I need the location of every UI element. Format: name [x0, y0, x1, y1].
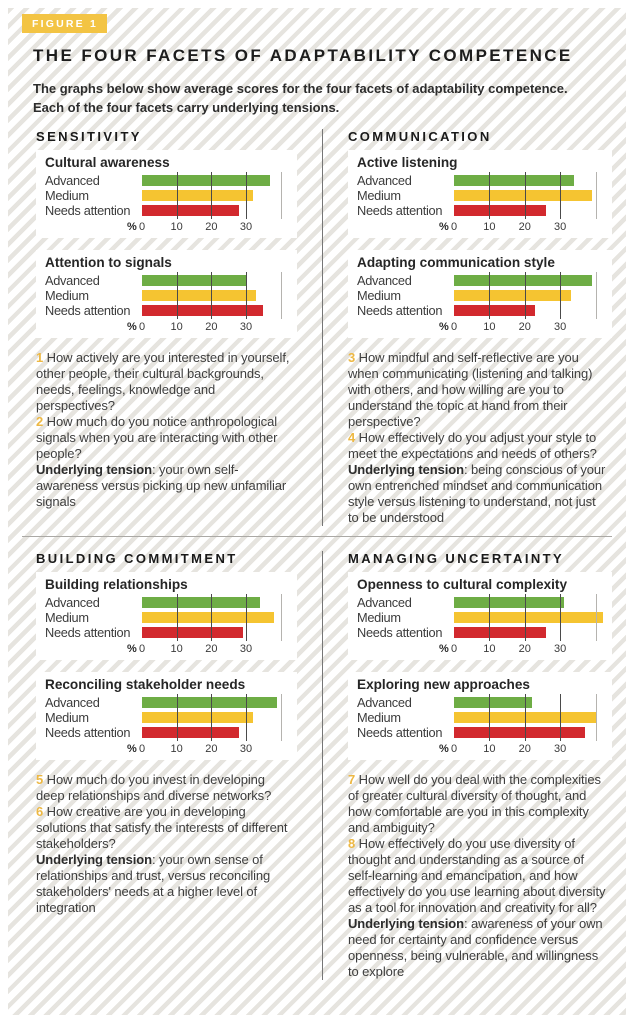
category-label: Medium — [45, 188, 89, 203]
axis-unit-label: % — [439, 643, 449, 655]
bar-advanced — [142, 275, 246, 286]
question-3: 3 How mindful and self-reflective are you when communicating (listening and talking) with others, and how willing are you to understand the topic at hand from their perspective? — [348, 350, 593, 429]
chart-row — [357, 725, 603, 740]
category-label: Advanced — [357, 273, 412, 288]
bar-track — [454, 190, 603, 201]
question-number: 6 — [36, 804, 44, 819]
bar-track — [454, 712, 603, 723]
chart-row — [357, 695, 603, 710]
chart-x-axis — [439, 221, 603, 234]
axis-tick-10: 10 — [170, 743, 183, 755]
bar-track — [454, 697, 603, 708]
figure-half-bottom — [22, 537, 612, 980]
axis-tick-30: 30 — [554, 643, 567, 655]
bar-track — [142, 627, 288, 638]
chart-row — [45, 710, 288, 725]
bar-needs-attention — [454, 727, 585, 738]
category-label: Needs attention — [357, 625, 443, 640]
quadrant-sensitivity — [22, 129, 322, 526]
bar-medium — [454, 712, 596, 723]
underlying-tension: Underlying tension: being conscious of your own entrenched mindset and communication style versus listening to understand, not just to be understood — [348, 462, 606, 525]
chart-row — [45, 173, 288, 188]
category-label: Needs attention — [357, 725, 443, 740]
axis-tick-10: 10 — [170, 643, 183, 655]
chart-panel-exploring-new-approaches — [348, 672, 612, 760]
quadrant-header: COMMUNICATION — [348, 129, 492, 144]
question-number: 1 — [36, 350, 44, 365]
category-label: Medium — [357, 710, 401, 725]
bar-track — [454, 305, 603, 316]
category-label: Advanced — [45, 695, 100, 710]
axis-unit-label: % — [127, 321, 137, 333]
bar-track — [142, 612, 288, 623]
chart-row — [45, 303, 288, 318]
chart-title: Active listening — [357, 155, 458, 170]
bar-track — [142, 290, 288, 301]
figure-title: THE FOUR FACETS OF ADAPTABILITY COMPETENCE — [33, 46, 573, 65]
chart-row — [45, 725, 288, 740]
axis-tick-20: 20 — [205, 643, 218, 655]
bar-advanced — [454, 597, 564, 608]
quadrant-managing-uncertainty — [322, 551, 612, 980]
bar-track — [454, 627, 603, 638]
quadrants-container — [22, 129, 612, 980]
chart-row — [357, 203, 603, 218]
question-1: 1 How actively are you interested in yourself, other people, their cultural backgrounds, needs, feelings, knowledge and perspectives? — [36, 350, 290, 413]
chart-plot — [357, 595, 603, 640]
questions-block — [36, 772, 297, 916]
chart-title: Reconciling stakeholder needs — [45, 677, 246, 692]
bar-needs-attention — [142, 727, 239, 738]
underlying-tension: Underlying tension: awareness of your own need for certainty and confidence versus openness, being vulnerable, and willingness to explore — [348, 916, 603, 979]
axis-tick-20: 20 — [518, 743, 531, 755]
bar-medium — [142, 712, 253, 723]
question-number: 5 — [36, 772, 44, 787]
bar-needs-attention — [454, 627, 546, 638]
quadrant-header: BUILDING COMMITMENT — [36, 551, 238, 566]
bar-advanced — [454, 697, 532, 708]
questions-block — [348, 350, 612, 526]
figure-badge: FIGURE 1 — [22, 14, 107, 33]
chart-x-axis — [439, 321, 603, 334]
category-label: Medium — [357, 288, 401, 303]
bar-track — [142, 205, 288, 216]
chart-row — [357, 188, 603, 203]
axis-tick-0: 0 — [138, 221, 146, 233]
category-label: Medium — [45, 710, 89, 725]
bar-track — [142, 712, 288, 723]
axis-unit-label: % — [439, 743, 449, 755]
axis-tick-0: 0 — [138, 743, 146, 755]
chart-row — [45, 188, 288, 203]
bar-advanced — [454, 275, 592, 286]
questions-block — [348, 772, 612, 980]
axis-tick-20: 20 — [205, 221, 218, 233]
axis-tick-20: 20 — [518, 321, 531, 333]
bar-advanced — [454, 175, 574, 186]
bar-medium — [454, 612, 603, 623]
bar-advanced — [142, 697, 277, 708]
axis-tick-30: 30 — [239, 321, 253, 333]
axis-tick-10: 10 — [483, 743, 496, 755]
bar-medium — [142, 190, 253, 201]
bar-needs-attention — [142, 205, 239, 216]
chart-title: Openness to cultural complexity — [357, 577, 567, 592]
category-label: Needs attention — [357, 203, 443, 218]
axis-tick-30: 30 — [554, 221, 567, 233]
axis-tick-10: 10 — [483, 321, 496, 333]
chart-title: Attention to signals — [45, 255, 172, 270]
category-label: Needs attention — [45, 203, 131, 218]
underlying-tension-label: Underlying tension — [36, 462, 152, 477]
quadrant-header: SENSITIVITY — [36, 129, 142, 144]
chart-x-axis — [439, 743, 603, 756]
question-2: 2 How much do you notice anthropological signals when you are interacting with other people? — [36, 414, 278, 461]
chart-row — [45, 288, 288, 303]
bar-advanced — [142, 597, 260, 608]
chart-panel-cultural-awareness — [36, 150, 297, 238]
bar-track — [142, 305, 288, 316]
category-label: Medium — [45, 610, 89, 625]
chart-panel-openness-to-cultural-complexity — [348, 572, 612, 660]
axis-tick-20: 20 — [205, 743, 218, 755]
axis-tick-30: 30 — [554, 321, 567, 333]
bar-track — [142, 727, 288, 738]
chart-row — [45, 610, 288, 625]
underlying-tension: Underlying tension: your own self-awareness versus picking up new unfamiliar signals — [36, 462, 287, 509]
axis-tick-10: 10 — [170, 221, 183, 233]
bar-needs-attention — [142, 627, 243, 638]
axis-tick-30: 30 — [239, 643, 253, 655]
axis-tick-0: 0 — [450, 321, 458, 333]
chart-x-axis — [439, 643, 603, 656]
axis-unit-label: % — [439, 221, 449, 233]
chart-row — [357, 610, 603, 625]
axis-tick-30: 30 — [554, 743, 567, 755]
axis-tick-30: 30 — [239, 743, 253, 755]
chart-row — [45, 695, 288, 710]
question-number: 7 — [348, 772, 356, 787]
axis-tick-0: 0 — [450, 221, 458, 233]
chart-x-axis — [127, 321, 288, 334]
chart-plot — [357, 273, 603, 318]
chart-panel-building-relationships — [36, 572, 297, 660]
question-6: 6 How creative are you in developing solutions that satisfy the interests of different stakeholders? — [36, 804, 288, 851]
category-label: Needs attention — [45, 625, 131, 640]
figure-subtitle: The graphs below show average scores for the four facets of adaptability competence. Each of the four facets carry underlying tensions. — [33, 81, 568, 115]
chart-x-axis — [127, 221, 288, 234]
question-number: 8 — [348, 836, 356, 851]
category-label: Advanced — [357, 595, 412, 610]
question-number: 4 — [348, 430, 356, 445]
bar-medium — [454, 290, 571, 301]
bar-track — [454, 597, 603, 608]
quadrant-communication — [322, 129, 612, 526]
category-label: Medium — [357, 188, 401, 203]
bar-track — [454, 175, 603, 186]
bar-track — [142, 190, 288, 201]
chart-row — [357, 303, 603, 318]
chart-plot — [45, 695, 288, 740]
question-number: 3 — [348, 350, 356, 365]
category-label: Advanced — [357, 173, 412, 188]
chart-plot — [45, 595, 288, 640]
questions-block — [36, 350, 297, 510]
bar-needs-attention — [454, 305, 535, 316]
bar-needs-attention — [454, 205, 546, 216]
chart-row — [357, 173, 603, 188]
bar-needs-attention — [142, 305, 263, 316]
bar-track — [454, 205, 603, 216]
chart-x-axis — [127, 643, 288, 656]
question-5: 5 How much do you invest in developing deep relationships and diverse networks? — [36, 772, 272, 803]
question-number: 2 — [36, 414, 44, 429]
category-label: Advanced — [45, 173, 100, 188]
chart-title: Adapting communication style — [357, 255, 555, 270]
figure-background — [8, 8, 626, 1015]
underlying-tension-label: Underlying tension — [36, 852, 152, 867]
axis-tick-20: 20 — [518, 643, 531, 655]
quadrant-building-commitment — [22, 551, 322, 980]
axis-tick-0: 0 — [138, 643, 146, 655]
chart-panel-adapting-communication-style — [348, 250, 612, 338]
chart-title: Exploring new approaches — [357, 677, 530, 692]
chart-row — [357, 710, 603, 725]
axis-tick-10: 10 — [170, 321, 183, 333]
category-label: Advanced — [45, 595, 100, 610]
bar-medium — [142, 290, 256, 301]
chart-title: Building relationships — [45, 577, 188, 592]
bar-advanced — [142, 175, 270, 186]
chart-row — [45, 625, 288, 640]
category-label: Needs attention — [45, 303, 131, 318]
chart-row — [45, 595, 288, 610]
chart-row — [357, 595, 603, 610]
bar-track — [142, 697, 288, 708]
bar-track — [454, 727, 603, 738]
axis-unit-label: % — [127, 743, 137, 755]
axis-tick-20: 20 — [205, 321, 218, 333]
bar-track — [142, 275, 288, 286]
chart-plot — [45, 173, 288, 218]
axis-tick-20: 20 — [518, 221, 531, 233]
chart-panel-attention-to-signals — [36, 250, 297, 338]
category-label: Advanced — [45, 273, 100, 288]
chart-plot — [357, 173, 603, 218]
chart-row — [357, 288, 603, 303]
axis-tick-0: 0 — [450, 643, 458, 655]
underlying-tension-label: Underlying tension — [348, 916, 464, 931]
chart-panel-active-listening — [348, 150, 612, 238]
chart-x-axis — [127, 743, 288, 756]
chart-plot — [45, 273, 288, 318]
axis-tick-10: 10 — [483, 221, 496, 233]
chart-row — [45, 273, 288, 288]
bar-medium — [142, 612, 274, 623]
bar-track — [454, 612, 603, 623]
category-label: Advanced — [357, 695, 412, 710]
axis-unit-label: % — [127, 643, 137, 655]
bar-track — [454, 275, 603, 286]
category-label: Needs attention — [357, 303, 443, 318]
question-7: 7 How well do you deal with the complexities of greater cultural diversity of thought, and how comfortable are you in this complexity and ambiguity? — [348, 772, 601, 835]
bar-track — [142, 597, 288, 608]
bar-track — [454, 290, 603, 301]
underlying-tension-label: Underlying tension — [348, 462, 464, 477]
bar-medium — [454, 190, 592, 201]
chart-title: Cultural awareness — [45, 155, 170, 170]
category-label: Medium — [357, 610, 401, 625]
axis-tick-0: 0 — [450, 743, 458, 755]
bar-track — [142, 175, 288, 186]
underlying-tension: Underlying tension: your own sense of relationships and trust, versus reconciling stakeholders' needs at a higher level of integration — [36, 852, 271, 915]
category-label: Needs attention — [45, 725, 131, 740]
quadrant-header: MANAGING UNCERTAINTY — [348, 551, 565, 566]
chart-panel-reconciling-stakeholder-needs — [36, 672, 297, 760]
chart-row — [357, 625, 603, 640]
chart-plot — [357, 695, 603, 740]
question-8: 8 How effectively do you use diversity of thought and understanding as a source of self-learning and emancipation, and how effectively do you use learning about diversity as a tool for innovation and creativity for all? — [348, 836, 606, 915]
chart-row — [357, 273, 603, 288]
question-4: 4 How effectively do you adjust your style to meet the expectations and needs of others? — [348, 430, 597, 461]
axis-unit-label: % — [439, 321, 449, 333]
axis-unit-label: % — [127, 221, 137, 233]
axis-tick-30: 30 — [239, 221, 253, 233]
chart-row — [45, 203, 288, 218]
figure-half-top — [22, 129, 612, 537]
axis-tick-0: 0 — [138, 321, 146, 333]
category-label: Medium — [45, 288, 89, 303]
axis-tick-10: 10 — [483, 643, 496, 655]
